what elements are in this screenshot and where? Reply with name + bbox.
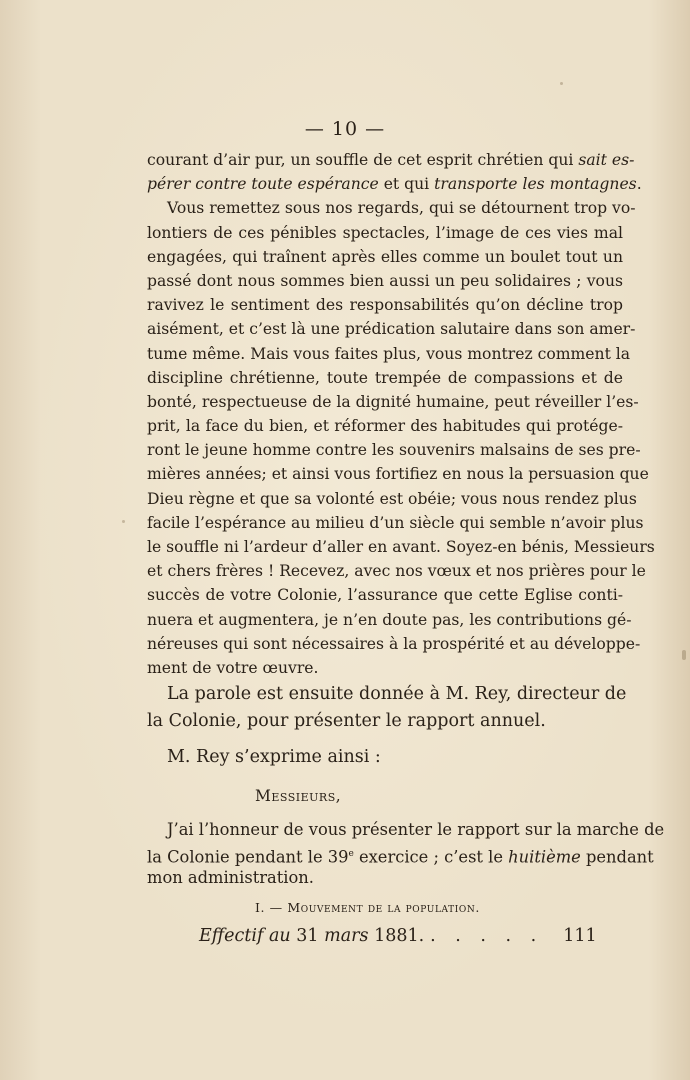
text-run: engagées, qui traînent après elles comme un boulet tout un xyxy=(147,247,623,266)
paragraph-1-line xyxy=(147,366,623,390)
paragraph-1-line xyxy=(147,196,636,220)
text-run: lontiers de ces pénibles spectacles, l’image de ces vies mal xyxy=(147,223,623,242)
line-2-part-a: la Colonie pendant le 39 xyxy=(147,847,349,867)
text-run: ront le jeune homme contre les souvenirs malsains de ses pre- xyxy=(147,441,641,460)
italic-phrase: sait es- xyxy=(578,151,635,169)
effectif-au: au xyxy=(263,926,297,946)
paragraph-2 xyxy=(147,681,627,735)
text-run: ment de votre œuvre. xyxy=(147,658,319,677)
paragraph-1-line xyxy=(147,632,641,656)
effectif-year: 1881. xyxy=(368,926,425,946)
section-heading: I. — Mouvement de la population. xyxy=(255,900,480,915)
line-2-emphasis: huitième xyxy=(508,847,581,867)
paragraph-4-line-3: mon administration. xyxy=(147,868,314,887)
text-run: tume même. Mais vous faites plus, vous montrez comment la xyxy=(147,344,631,363)
paragraph-1-line xyxy=(147,221,623,245)
text-run: passé dont nous sommes bien aussi un peu solidaires ; vous xyxy=(147,271,623,290)
salutation: Messieurs, xyxy=(255,787,342,805)
text-run: mières années; et ainsi vous fortifiez en nous la persuasion que xyxy=(147,465,649,484)
text-run: succès de votre Colonie, l’assurance que cette Eglise conti- xyxy=(147,586,623,605)
paragraph-4-line-2 xyxy=(147,842,654,867)
effectif-month: mars xyxy=(318,926,369,946)
italic-phrase: transporte les montagnes xyxy=(434,175,637,194)
text-run: bonté, respectueuse de la dignité humaine, peut réveiller l’es- xyxy=(147,392,639,411)
effectif-label: Effectif xyxy=(199,926,264,946)
paragraph-3-line: M. Rey s’exprime ainsi : xyxy=(167,747,381,767)
effectif-value: 111 xyxy=(563,926,597,946)
leader-dots: . . . . . xyxy=(430,926,544,946)
superscript-e: e xyxy=(348,849,354,859)
text-run: courant d’air pur, un souffle de cet esprit chrétien qui xyxy=(147,151,579,169)
text-run: aisément, et c’est là une prédication salutaire dans son amer- xyxy=(147,320,636,339)
paragraph-1-line xyxy=(147,172,642,196)
paragraph-1-line xyxy=(147,317,636,341)
text-run: facile l’espérance au milieu d’un siècle qui semble n’avoir plus xyxy=(147,513,644,532)
paragraph-1-line xyxy=(147,583,623,607)
paragraph-1-line xyxy=(147,293,623,317)
paragraph-1-line xyxy=(147,245,623,269)
paragraph-1-line xyxy=(147,511,644,535)
paragraph-1-line xyxy=(147,342,631,366)
paragraph-1-line xyxy=(147,535,655,559)
text-run: le souffle ni l’ardeur d’aller en avant. Soyez-en bénis, Messieurs xyxy=(147,538,655,556)
paper-speck xyxy=(122,520,125,523)
paragraph-2-line-1: La parole est ensuite donnée à M. Rey, directeur de xyxy=(167,684,627,704)
text-run: . xyxy=(636,175,642,194)
paragraph-1-line xyxy=(147,462,649,486)
text-run: Vous remettez sous nos regards, qui se détournent trop vo- xyxy=(167,199,636,218)
effectif-day: 31 xyxy=(296,926,319,946)
effectif-line xyxy=(199,926,597,946)
paper-speck xyxy=(682,650,686,660)
paragraph-4-line-1: J’ai l’honneur de vous présenter le rapport sur la marche de xyxy=(167,820,665,839)
text-run: nuera et augmentera, je n’en doute pas, les contributions gé- xyxy=(147,610,632,629)
paragraph-2-line-2: la Colonie, pour présenter le rapport annuel. xyxy=(147,711,546,731)
paragraph-1-line xyxy=(147,559,646,583)
paper-speck xyxy=(560,82,563,85)
text-run: discipline chrétienne, toute trempée de compassions et de xyxy=(147,368,623,387)
paragraph-1-line xyxy=(147,414,623,438)
paragraph-1-line xyxy=(147,608,632,632)
italic-phrase: pérer contre toute espérance xyxy=(147,175,379,194)
page-number: — 10 — xyxy=(304,118,386,140)
text-run: Dieu règne et que sa volonté est obéie; vous nous rendez plus xyxy=(147,489,637,508)
paragraph-1-line xyxy=(147,269,623,293)
text-run: prit, la face du bien, et réformer des habitudes qui protége- xyxy=(147,417,623,436)
paragraph-1-line xyxy=(147,656,623,680)
text-run: ravivez le sentiment des responsabilités qu’on décline trop xyxy=(147,296,623,315)
paragraph-4 xyxy=(147,818,665,890)
paragraph-1 xyxy=(147,148,655,680)
text-run: et chers frères ! Recevez, avec nos vœux et nos prières pour le xyxy=(147,562,646,581)
paragraph-1-line xyxy=(147,487,637,511)
paragraph-1-line xyxy=(147,390,639,414)
text-run: néreuses qui sont nécessaires à la prospérité et au développe- xyxy=(147,634,641,653)
text-run: et qui xyxy=(378,175,435,194)
line-2-part-c: pendant xyxy=(580,847,654,867)
paragraph-1-line xyxy=(147,438,641,462)
paragraph-1-line xyxy=(147,148,635,172)
line-2-part-b: exercice ; c’est le xyxy=(353,847,509,867)
paragraph-3 xyxy=(147,744,623,771)
